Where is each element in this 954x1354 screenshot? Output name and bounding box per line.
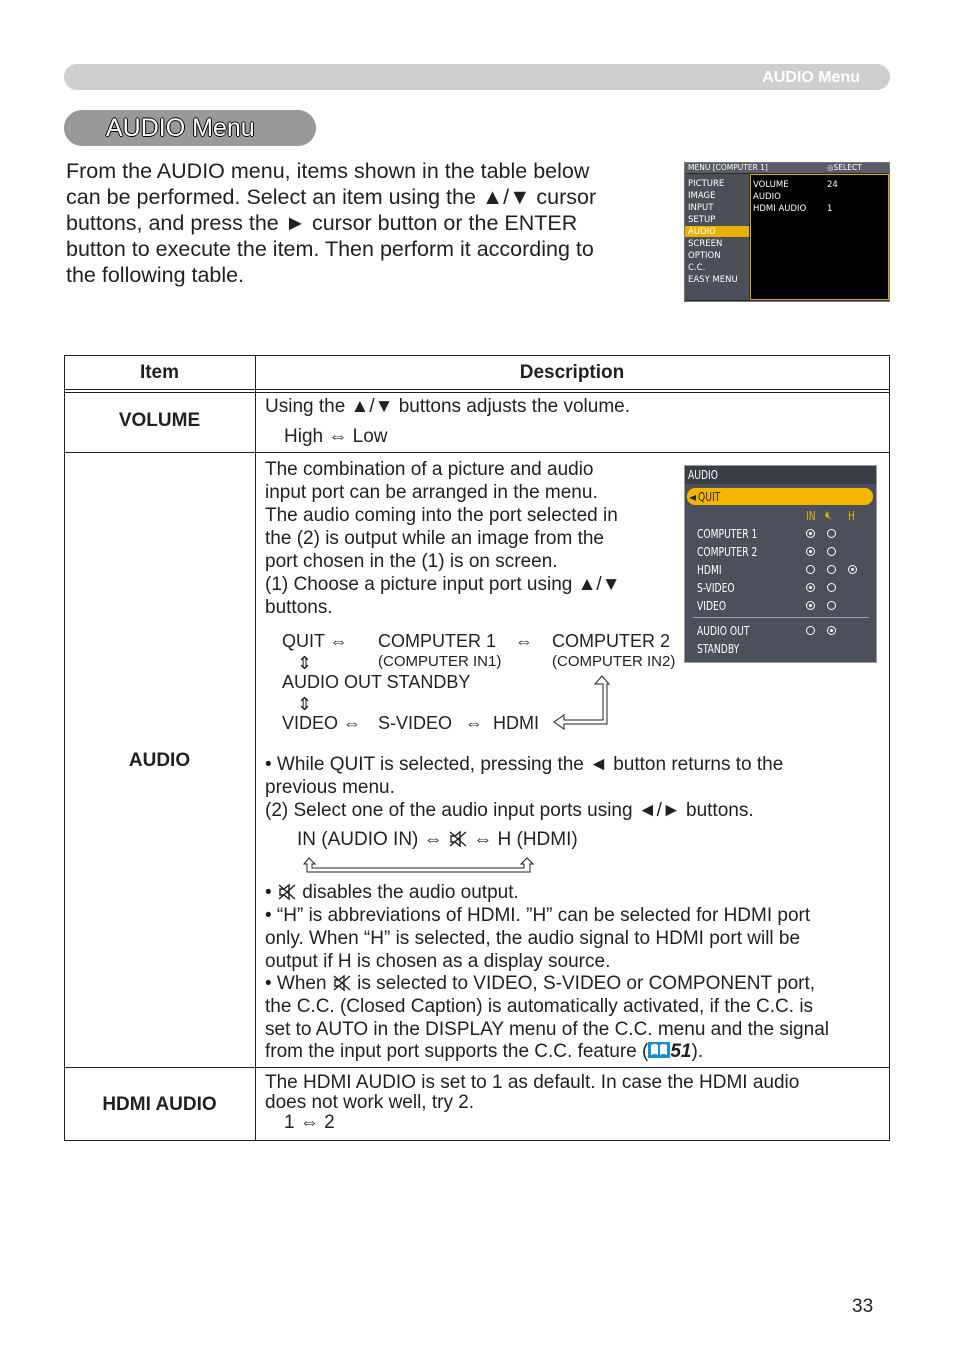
- menu-screenshot: [684, 162, 890, 302]
- menu-header: [685, 163, 889, 173]
- menu-item-audio: AUDIO: [688, 227, 716, 237]
- last-text: ).: [691, 1041, 704, 1062]
- table-border: [64, 452, 890, 453]
- radio-selected: [806, 601, 815, 610]
- radio: [806, 626, 815, 635]
- audio-osd-title: AUDIO: [688, 468, 718, 482]
- text-line: port chosen in the (1) is on screen.: [265, 551, 558, 572]
- menu-header-right: [827, 163, 862, 172]
- diagram-updown-arrow: ⇕: [297, 694, 313, 714]
- diagram-computer1: COMPUTER 1: [378, 631, 497, 651]
- mute-note: [265, 881, 519, 904]
- radio: [827, 565, 836, 574]
- audio-para3: [265, 904, 810, 973]
- radio: [827, 529, 836, 538]
- menu-item: C.C.: [688, 263, 706, 273]
- title-pill: [64, 110, 316, 146]
- table-border: [255, 355, 256, 1141]
- menu-left-column: [685, 174, 749, 300]
- back-arrow-icon: ◄: [689, 490, 697, 504]
- text-line: The audio coming into the port selected in: [265, 505, 618, 526]
- text-line: only. When “H” is selected, the audio signal to HDMI port will be: [265, 928, 801, 949]
- text-line: 1 ⇔ 2: [284, 1112, 335, 1133]
- osd-row-label: VIDEO: [697, 599, 727, 613]
- menu-row-value: 1: [827, 204, 833, 214]
- mute-note-text: disables the audio output.: [302, 882, 519, 903]
- text-line: the C.C. (Closed Caption) is automatically activated, if the C.C. is: [265, 996, 814, 1017]
- page-reference[interactable]: 51: [670, 1041, 692, 1062]
- mute-icon: [448, 830, 468, 848]
- last-line: [265, 1040, 703, 1063]
- diagram-standby: AUDIO OUT STANDBY: [282, 672, 471, 692]
- header-bar: [64, 64, 890, 90]
- table-border: [64, 1140, 890, 1141]
- osd-divider: [693, 617, 869, 618]
- osd-row-label: HDMI: [697, 563, 722, 577]
- text-line: The combination of a picture and audio: [265, 459, 594, 480]
- radio-selected: [806, 583, 815, 592]
- diagram-arrow: ⇔: [515, 631, 533, 651]
- menu-item: EASY MENU: [688, 275, 738, 285]
- menu-select-label: SELECT: [833, 163, 862, 172]
- audio-para1: [265, 458, 621, 619]
- intro-line: the following table.: [66, 263, 245, 287]
- radio: [827, 601, 836, 610]
- mute-icon: [277, 883, 297, 901]
- book-icon: [648, 1041, 670, 1059]
- item-hdmi-audio: HDMI AUDIO: [102, 1094, 217, 1115]
- table-border: [64, 1067, 890, 1068]
- diagram-quit: QUIT ⇔: [282, 631, 348, 651]
- menu-header-left: MENU [COMPUTER 1]: [688, 163, 768, 172]
- table-border: [889, 355, 890, 1141]
- menu-item: SETUP: [688, 215, 716, 225]
- menu-row-label: VOLUME: [753, 180, 789, 190]
- intro-line: button to execute the item. Then perform it according to: [66, 237, 594, 261]
- osd-standby-label: AUDIO OUT: [697, 624, 750, 638]
- page-title: AUDIO Menu: [106, 114, 255, 142]
- text-line: (1) Choose a picture input port using ▲/▼: [265, 574, 621, 595]
- osd-row-label: S-VIDEO: [697, 581, 735, 595]
- audio-para4: [265, 995, 829, 1041]
- radio-selected: [806, 529, 815, 538]
- menu-row-label: AUDIO: [753, 192, 781, 202]
- item-audio: AUDIO: [128, 750, 191, 771]
- text-line: set to AUTO in the DISPLAY menu of the C.C. menu and the signal: [265, 1019, 829, 1040]
- radio-selected: [827, 626, 836, 635]
- intro-paragraph: [66, 158, 596, 288]
- text-line: The HDMI AUDIO is set to 1 as default. In case the HDMI audio: [265, 1072, 800, 1093]
- item-volume: VOLUME: [118, 410, 201, 431]
- table-border: [64, 389, 890, 390]
- last-text: from the input port supports the C.C. feature (: [265, 1041, 649, 1062]
- when-line: [265, 972, 815, 995]
- text-line: input port can be arranged in the menu.: [265, 482, 598, 503]
- osd-row-label: COMPUTER 1: [697, 527, 758, 541]
- volume-range: High ⇔ Low: [284, 426, 388, 447]
- table-border: [64, 355, 890, 356]
- menu-row-value: 24: [827, 180, 838, 190]
- radio: [806, 565, 815, 574]
- diagram-return-arrow: [550, 670, 620, 732]
- select-icon: ◎: [827, 163, 834, 172]
- menu-item: PICTURE: [688, 179, 725, 189]
- text-line: previous menu.: [265, 777, 395, 798]
- diagram-video: VIDEO ⇔: [282, 713, 362, 733]
- col-in-label: IN: [806, 509, 816, 523]
- menu-item: OPTION: [688, 251, 721, 261]
- osd-standby-label: STANDBY: [697, 642, 740, 656]
- mute-icon: [332, 974, 352, 992]
- diagram-updown-arrow: ⇕: [297, 653, 313, 673]
- table-border: [64, 392, 890, 393]
- menu-item: IMAGE: [688, 191, 716, 201]
- when-text: • When: [265, 973, 327, 994]
- audio-osd-quit: QUIT: [698, 490, 721, 504]
- cycle-in: IN (AUDIO IN) ⇔: [297, 829, 443, 850]
- menu-item: SCREEN: [688, 239, 723, 249]
- audio-cycle: [297, 828, 578, 851]
- bullet: •: [265, 882, 272, 903]
- cycle-return-arrow: [303, 856, 535, 876]
- text-line: • While QUIT is selected, pressing the ◄ button returns to the: [265, 754, 784, 775]
- text-line: (2) Select one of the audio input ports using ◄/► buttons.: [265, 800, 754, 821]
- text-line: the (2) is output while an image from the: [265, 528, 605, 549]
- menu-item: INPUT: [688, 203, 714, 213]
- radio-selected: [848, 565, 857, 574]
- diagram-hdmi: HDMI: [493, 713, 539, 733]
- volume-description: Using the ▲/▼ buttons adjusts the volume.: [265, 396, 631, 417]
- audio-menu-screenshot: [684, 465, 877, 663]
- diagram-svideo: S-VIDEO: [378, 713, 453, 733]
- diagram-computer2-sub: (COMPUTER IN2): [552, 653, 676, 670]
- when-text: is selected to VIDEO, S-VIDEO or COMPONENT port,: [357, 973, 816, 994]
- diagram-computer1-sub: (COMPUTER IN1): [378, 653, 502, 670]
- intro-line: From the AUDIO menu, items shown in the table below: [66, 159, 590, 183]
- audio-para2: [265, 753, 783, 822]
- header-description: Description: [519, 362, 625, 383]
- text-line: does not work well, try 2.: [265, 1092, 475, 1113]
- menu-row-label: HDMI AUDIO: [753, 204, 807, 214]
- cycle-h: ⇔ H (HDMI): [473, 829, 578, 850]
- intro-line: can be performed. Select an item using the ▲/▼ cursor: [66, 185, 597, 209]
- radio: [827, 547, 836, 556]
- text-line: • “H” is abbreviations of HDMI. ”H” can be selected for HDMI port: [265, 905, 811, 926]
- page-number: 33: [852, 1296, 874, 1317]
- osd-row-label: COMPUTER 2: [697, 545, 758, 559]
- section-label: AUDIO Menu: [762, 69, 860, 86]
- diagram-arrow: ⇔: [465, 713, 483, 733]
- radio: [827, 583, 836, 592]
- hdmi-audio-description: [265, 1073, 799, 1133]
- table-border: [64, 355, 65, 1141]
- text-line: buttons.: [265, 597, 333, 618]
- radio-selected: [806, 547, 815, 556]
- header-item: Item: [139, 362, 180, 383]
- intro-line: buttons, and press the ► cursor button or the ENTER: [66, 211, 578, 235]
- text-line: output if H is chosen as a display source.: [265, 951, 611, 972]
- diagram-computer2: COMPUTER 2: [552, 631, 671, 651]
- col-h-label: H: [848, 509, 855, 523]
- mute-icon: 🔇︎: [825, 508, 832, 522]
- menu-right-panel: [750, 174, 889, 300]
